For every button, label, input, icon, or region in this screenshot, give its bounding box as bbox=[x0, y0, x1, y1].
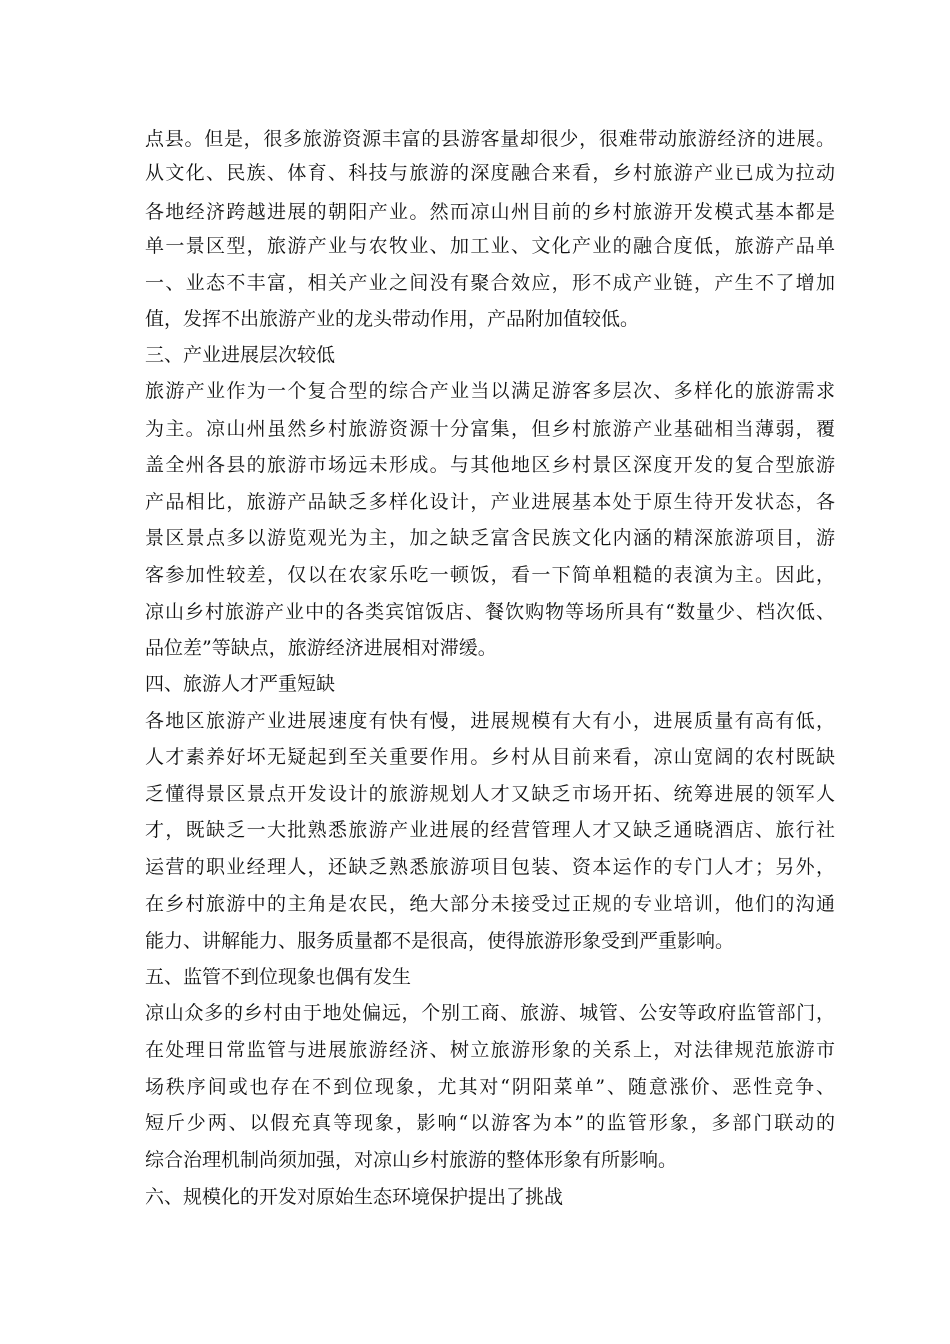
section-heading: 四、旅游人才严重短缺 bbox=[145, 673, 336, 695]
text-line: 为主。凉山州虽然乡村旅游资源十分富集，但乡村旅游产业基础相当薄弱，覆 bbox=[145, 418, 835, 440]
text-line: 各地区旅游产业进展速度有快有慢，进展规模有大有小，进展质量有高有低， bbox=[145, 710, 835, 732]
text-line: 乏懂得景区景点开发设计的旅游规划人才又缺乏市场开拓、统筹进展的领军人 bbox=[145, 783, 835, 805]
text-line: 凉山乡村旅游产业中的各类宾馆饭店、餐饮购物等场所具有“数量少、档次低、 bbox=[145, 601, 835, 623]
text-line: 短斤少两、以假充真等现象，影响“以游客为本”的监管形象，多部门联动的 bbox=[145, 1112, 835, 1134]
text-line: 客参加性较差，仅以在农家乐吃一顿饭，看一下简单粗糙的表演为主。因此， bbox=[145, 564, 835, 586]
text-line: 点县。但是，很多旅游资源丰富的县游客量却很少，很难带动旅游经济的进展。 bbox=[145, 128, 835, 150]
text-line: 运营的职业经理人，还缺乏熟悉旅游项目包装、资本运作的专门人才；另外， bbox=[145, 856, 835, 878]
text-line: 产品相比，旅游产品缺乏多样化设计，产业进展基本处于原生待开发状态，各 bbox=[145, 491, 835, 513]
text-line: 在处理日常监管与进展旅游经济、树立旅游形象的关系上，对法律规范旅游市 bbox=[145, 1039, 835, 1061]
text-line: 才，既缺乏一大批熟悉旅游产业进展的经营管理人才又缺乏通晓酒店、旅行社 bbox=[145, 819, 835, 841]
text-line: 各地经济跨越进展的朝阳产业。然而凉山州目前的乡村旅游开发模式基本都是 bbox=[145, 201, 835, 223]
text-line: 值，发挥不出旅游产业的龙头带动作用，产品附加值较低。 bbox=[145, 308, 640, 330]
text-line: 品位差”等缺点，旅游经济进展相对滞缓。 bbox=[145, 637, 497, 659]
text-line: 旅游产业作为一个复合型的综合产业当以满足游客多层次、多样化的旅游需求 bbox=[145, 380, 835, 402]
text-line: 综合治理机制尚须加强，对凉山乡村旅游的整体形象有所影响。 bbox=[145, 1149, 678, 1171]
text-line: 单一景区型，旅游产业与农牧业、加工业、文化产业的融合度低，旅游产品单 bbox=[145, 235, 835, 257]
text-line: 在乡村旅游中的主角是农民，绝大部分未接受过正规的专业培训，他们的沟通 bbox=[145, 893, 835, 915]
text-line: 凉山众多的乡村由于地处偏远，个别工商、旅游、城管、公安等政府监管部门， bbox=[145, 1002, 835, 1024]
text-line: 能力、讲解能力、服务质量都不是很高，使得旅游形象受到严重影响。 bbox=[145, 930, 735, 952]
text-line: 人才素养好坏无疑起到至关重要作用。乡村从目前来看，凉山宽阔的农村既缺 bbox=[145, 746, 835, 768]
section-heading: 三、产业进展层次较低 bbox=[145, 344, 336, 366]
text-line: 从文化、民族、体育、科技与旅游的深度融合来看，乡村旅游产业已成为拉动 bbox=[145, 162, 835, 184]
text-line: 景区景点多以游览观光为主，加之缺乏富含民族文化内涵的精深旅游项目，游 bbox=[145, 527, 835, 549]
section-heading: 六、规模化的开发对原始生态环境保护提出了挑战 bbox=[145, 1186, 564, 1208]
text-line: 一、业态不丰富，相关产业之间没有聚合效应，形不成产业链，产生不了增加 bbox=[145, 272, 835, 294]
text-line: 场秩序间或也存在不到位现象，尤其对“阴阳菜单”、随意涨价、恶性竞争、 bbox=[145, 1076, 835, 1098]
text-line: 盖全州各县的旅游市场远未形成。与其他地区乡村景区深度开发的复合型旅游 bbox=[145, 454, 835, 476]
section-heading: 五、监管不到位现象也偶有发生 bbox=[145, 966, 412, 988]
